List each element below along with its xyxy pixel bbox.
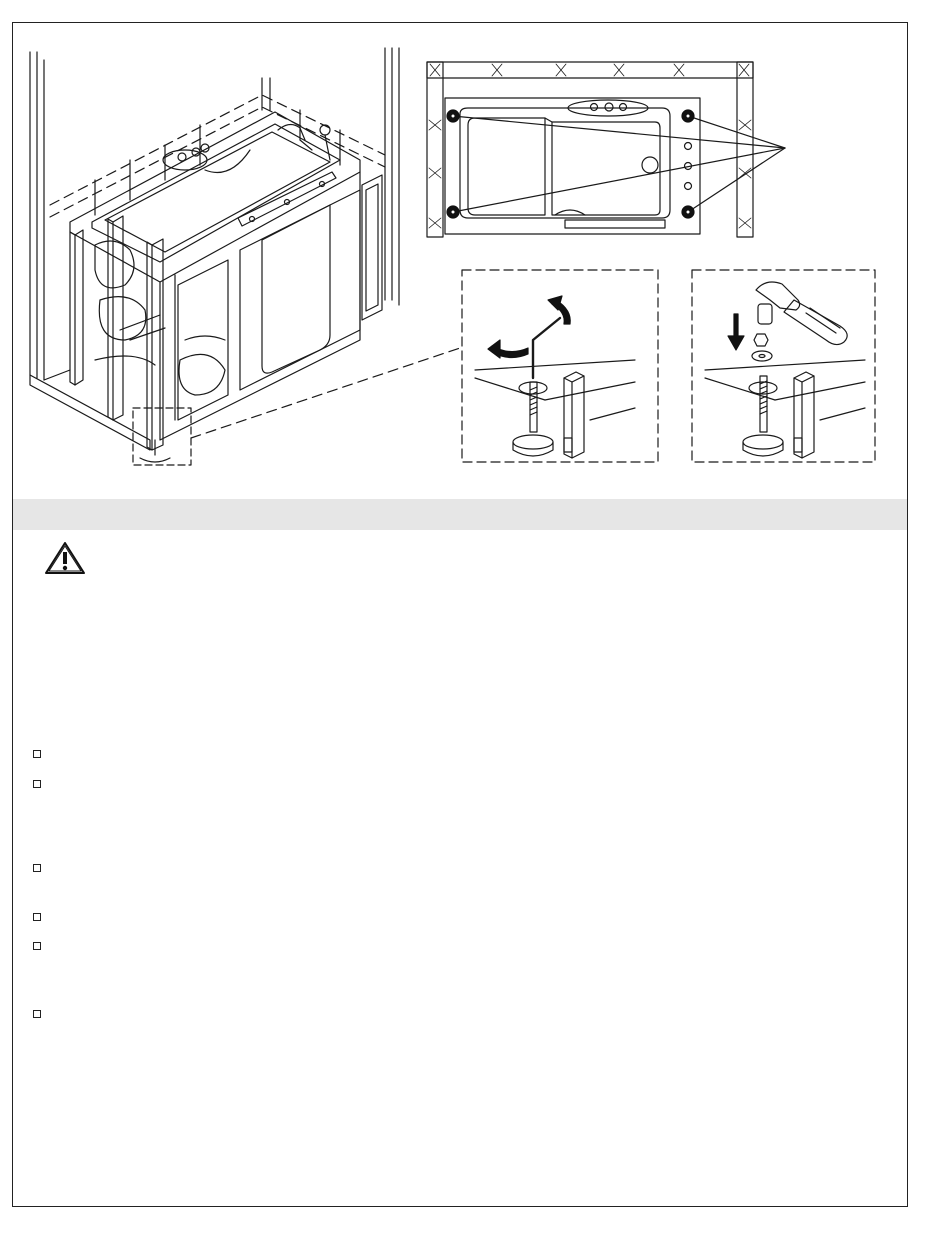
checkbox[interactable] (33, 1010, 41, 1018)
detail-nut-and-washer (692, 270, 875, 462)
callout-leader-line (191, 347, 463, 438)
checklist-item (33, 776, 53, 788)
tub-framing-illustration (30, 48, 399, 462)
checklist-item (33, 1006, 53, 1018)
checklist-item (33, 909, 53, 921)
checklist-item (33, 938, 53, 950)
checkbox[interactable] (33, 864, 41, 872)
installation-illustrations (0, 0, 950, 500)
checkbox[interactable] (33, 942, 41, 950)
checkbox[interactable] (33, 913, 41, 921)
checklist-item (33, 746, 53, 758)
tub-top-view (427, 62, 785, 237)
warning-triangle-icon (44, 541, 86, 575)
checklist-item (33, 860, 53, 872)
section-heading-band (13, 499, 907, 530)
leveling-feet-markers (447, 110, 694, 218)
checkbox[interactable] (33, 780, 41, 788)
foot-callout-box (133, 408, 191, 465)
checkbox[interactable] (33, 750, 41, 758)
